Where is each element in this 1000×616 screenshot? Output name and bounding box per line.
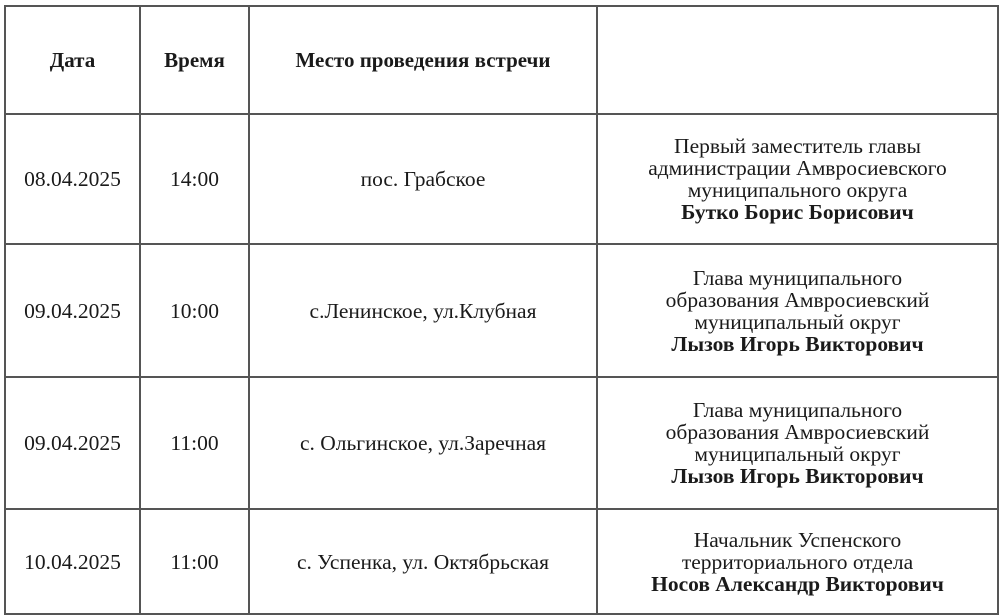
cell-time: 11:00: [140, 377, 249, 509]
position-line: Глава муниципального: [692, 398, 903, 422]
cell-person: [597, 244, 998, 377]
position-line: муниципальный округ: [694, 442, 901, 466]
cell-person: [597, 509, 998, 614]
header-date: Дата: [5, 6, 140, 114]
header-place: Место проведения встречи: [249, 6, 597, 114]
cell-time: 10:00: [140, 244, 249, 377]
table-row: [5, 377, 998, 509]
position-line: территориального отдела: [681, 549, 914, 574]
position-line: Первый заместитель главы: [674, 134, 921, 158]
cell-date: 08.04.2025: [5, 114, 140, 244]
cell-person: [597, 114, 998, 244]
cell-place: с. Успенка, ул. Октябрьская: [249, 509, 597, 614]
cell-date: 09.04.2025: [5, 377, 140, 509]
cell-place: с. Ольгинское, ул.Заречная: [249, 377, 597, 509]
position-line: муниципального округа: [687, 178, 908, 202]
cell-place: с.Ленинское, ул.Клубная: [249, 244, 597, 377]
table-row: [5, 244, 998, 377]
position-line: образования Амвросиевский: [665, 420, 930, 444]
cell-time: 14:00: [140, 114, 249, 244]
header-person: [597, 6, 998, 114]
cell-time: 11:00: [140, 509, 249, 614]
table-row: [5, 509, 998, 614]
table-row: [5, 114, 998, 244]
cell-place: пос. Грабское: [249, 114, 597, 244]
cell-date: 10.04.2025: [5, 509, 140, 614]
header-row: [5, 6, 998, 114]
person-name: Носов Александр Викторович: [651, 571, 944, 596]
position-line: муниципальный округ: [694, 309, 901, 334]
position-line: образования Амвросиевский: [665, 287, 930, 312]
position-line: администрации Амвросиевского: [648, 156, 947, 180]
cell-person: [597, 377, 998, 509]
cell-date: 09.04.2025: [5, 244, 140, 377]
header-time: Время: [140, 6, 249, 114]
person-name: Лызов Игорь Викторович: [671, 331, 924, 356]
meeting-schedule-table: [4, 5, 999, 615]
position-line: Глава муниципального: [692, 265, 903, 290]
position-line: Начальник Успенского: [693, 527, 902, 552]
person-name: Лызов Игорь Викторович: [671, 464, 924, 488]
person-name: Бутко Борис Борисович: [681, 200, 914, 224]
